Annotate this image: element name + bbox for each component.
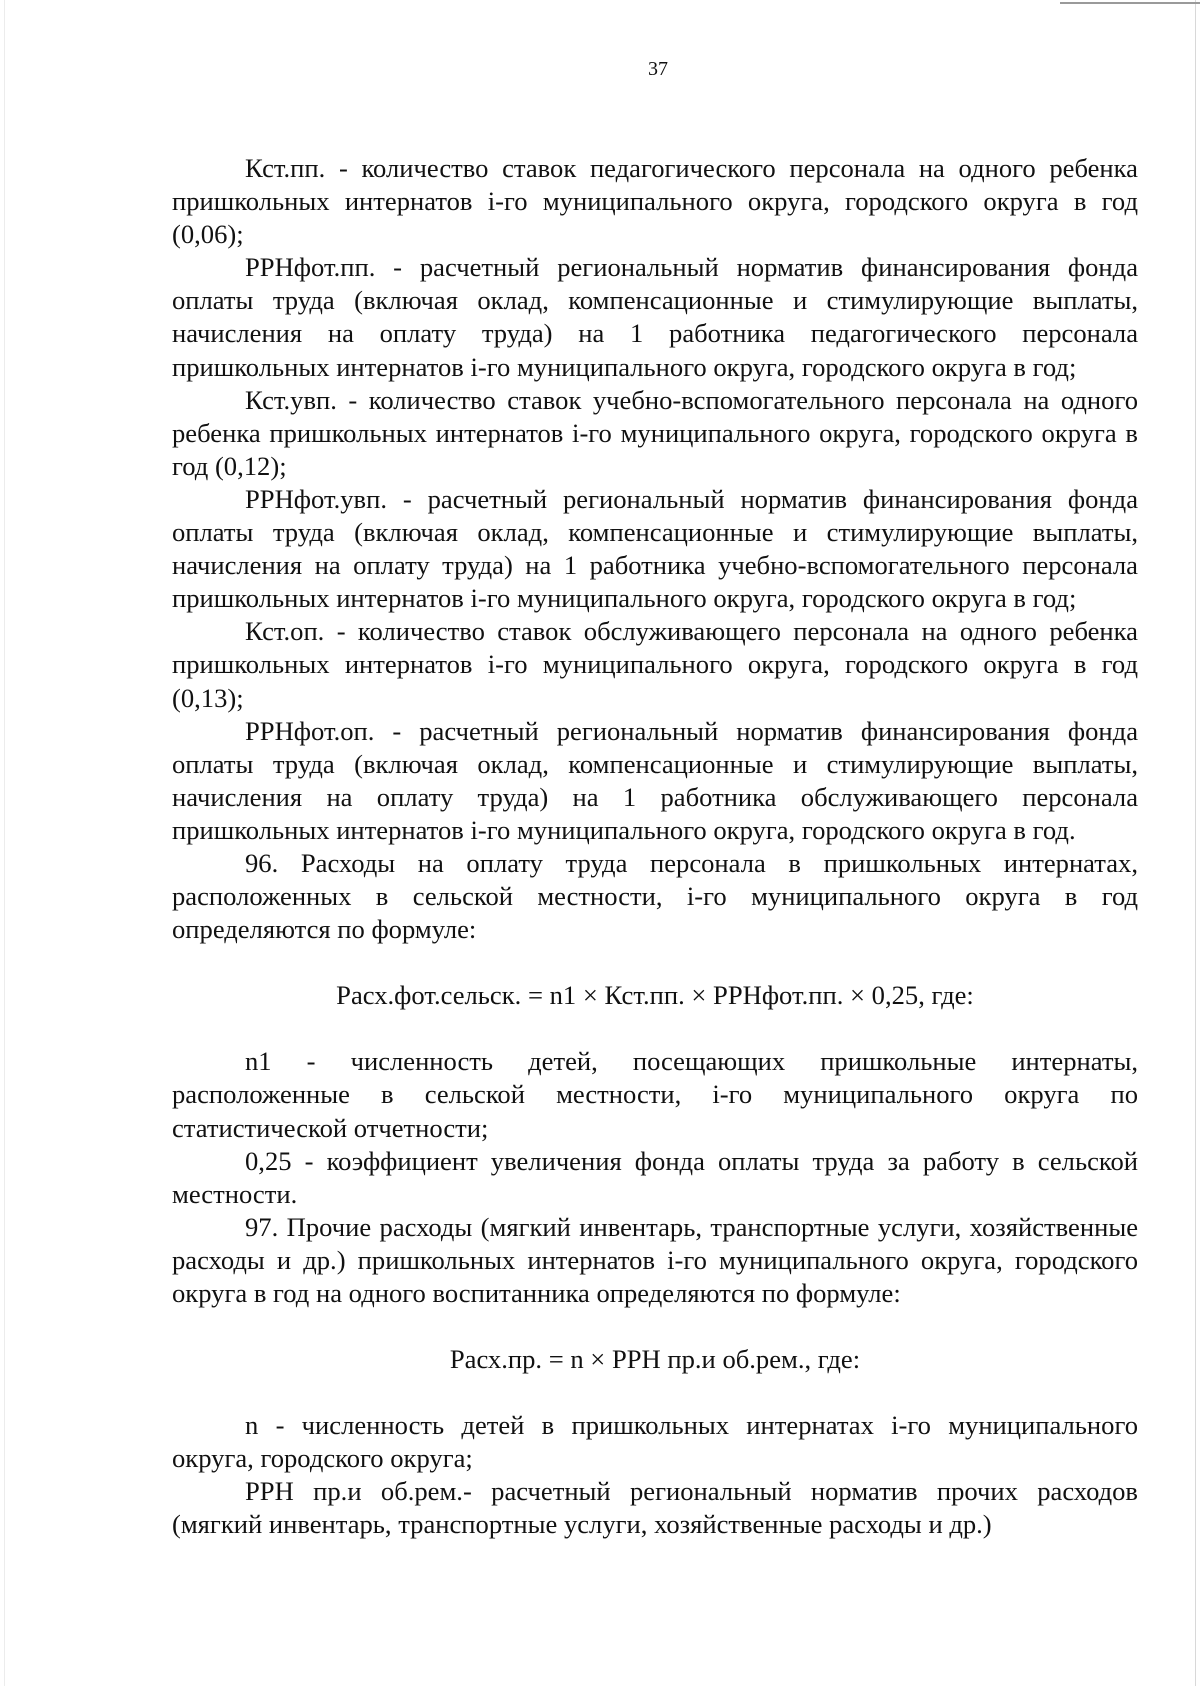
scan-mark xyxy=(1060,2,1200,4)
paragraph-coefficient: 0,25 - коэффициент увеличения фонда оплаты труда за работу в сельской местности. xyxy=(172,1145,1138,1209)
document-body xyxy=(172,152,1138,1542)
formula-other-expenses: Расх.пр. = n × РРН пр.и об.рем., где: xyxy=(449,1344,861,1375)
paragraph-item-97: 97. Прочие расходы (мягкий инвентарь, транспортные услуги, хозяйственные расходы и др.) пришкольных интернатов i-го муниципального округа, городского округа в год на одного воспитанника определяются по формуле: xyxy=(172,1211,1138,1308)
paragraph-n: n - численность детей в пришкольных интернатах i-го муниципального округа, городского округа; xyxy=(172,1410,1138,1474)
page-number: 37 xyxy=(648,58,668,80)
paragraph-kst-op: Кст.оп. - количество ставок обслуживающего персонала на одного ребенка пришкольных интернатов i-го муниципального округа, городского округа в год (0,13); xyxy=(172,616,1138,713)
paragraph-rrn-fot-uvp: РРНфот.увп. - расчетный региональный норматив финансирования фонда оплаты труда (включая оклад, компенсационные и стимулирующие выплаты, начисления на оплату труда) на 1 работника учебно-вспомогательного персонала пришкольных интернатов i-го муниципального округа, городского округа в год; xyxy=(172,483,1138,614)
paragraph-rrn-other: РРН пр.и об.рем.- расчетный региональный норматив прочих расходов (мягкий инвентарь, транспортные услуги, хозяйственные расходы и др.) xyxy=(172,1476,1138,1540)
formula-rural-wage: Расх.фот.сельск. = n1 × Кст.пп. × РРНфот.пп. × 0,25, где: xyxy=(336,980,974,1011)
paragraph-n1: n1 - численность детей, посещающих пришкольные интернаты, расположенные в сельской местности, i-го муниципального округа по статистической отчетности; xyxy=(172,1046,1138,1143)
paragraph-item-96: 96. Расходы на оплату труда персонала в пришкольных интернатах, расположенных в сельской местности, i-го муниципального округа в год определяются по формуле: xyxy=(172,847,1138,945)
paragraph-kst-pp: Кст.пп. - количество ставок педагогического персонала на одного ребенка пришкольных интернатов i-го муниципального округа, городского округа в год (0,06); xyxy=(172,153,1138,250)
paragraph-kst-uvp: Кст.увп. - количество ставок учебно-вспомогательного персонала на одного ребенка пришкольных интернатов i-го муниципального округа, городского округа в год (0,12); xyxy=(172,384,1138,481)
paragraph-rrn-fot-op: РРНфот.оп. - расчетный региональный норматив финансирования фонда оплаты труда (включая оклад, компенсационные и стимулирующие выплаты, начисления на оплату труда) на 1 работника обслуживающего персонала пришкольных интернатов i-го муниципального округа, городского округа в год. xyxy=(172,715,1138,845)
paragraph-rrn-fot-pp: РРНфот.пп. - расчетный региональный норматив финансирования фонда оплаты труда (включая оклад, компенсационные и стимулирующие выплаты, начисления на оплату труда) на 1 работника педагогического персонала пришкольных интернатов i-го муниципального округа, городского округа в год; xyxy=(172,252,1138,382)
scan-edge xyxy=(1195,0,1196,1686)
scan-edge xyxy=(4,0,5,1686)
